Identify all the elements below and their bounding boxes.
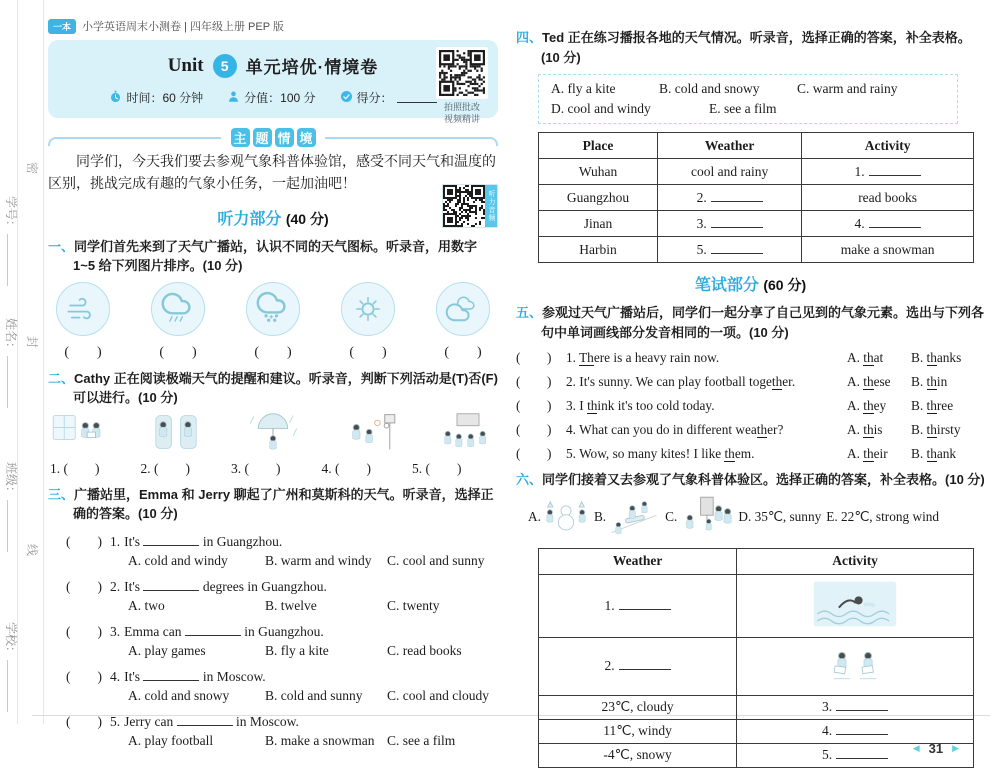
kids-sitting-seats-picture <box>148 411 204 455</box>
picture-choice: A. <box>528 494 589 540</box>
photo-correct-qr <box>436 47 488 125</box>
qr-caption: 视频精讲 <box>443 113 480 124</box>
table-header: Activity <box>737 548 974 574</box>
wind-icon <box>56 282 110 336</box>
picture-choice: C. <box>665 494 733 540</box>
choice-question <box>48 575 498 614</box>
table-row <box>539 695 974 719</box>
question-number: 三、 <box>48 486 75 502</box>
question-stem: ( ) 3. Emma can in Guangzhou. <box>66 623 324 639</box>
table-cell: 4. <box>802 211 974 237</box>
unit-header-card <box>48 40 498 124</box>
seal-char: 密 <box>25 162 39 175</box>
question-text: 同学们接着又去参观了气象科普体验区。选择正确的答案，补全表格。(10 分) <box>542 472 985 487</box>
phonics-question-list <box>516 347 985 462</box>
question-5 <box>516 303 985 462</box>
table-cell: 4. <box>737 719 974 743</box>
answer-slot: 2. ( ) <box>140 460 190 476</box>
text-choice: D. 35℃, sunny <box>738 508 822 524</box>
table-cell <box>737 574 974 637</box>
timer-icon <box>109 90 122 106</box>
question-number: 一、 <box>48 238 75 254</box>
next-page-icon: ▶ <box>952 742 959 753</box>
theme-badge-char: 情 <box>275 128 294 147</box>
page-navigator <box>913 741 959 756</box>
answer-slot: ( ) <box>516 446 552 461</box>
meta-item: 得分： <box>340 89 437 106</box>
margin-field: 姓名： <box>3 318 20 408</box>
seal-line-right <box>43 0 44 724</box>
option-bank-row <box>551 101 945 117</box>
table-row <box>539 237 974 263</box>
option-item: B. warm and windy <box>265 552 372 568</box>
option-item: C. see a film <box>387 732 456 748</box>
phonics-question <box>516 443 985 462</box>
option-item: A. fly a kite <box>551 81 616 96</box>
unit-number-badge: 5 <box>213 54 237 78</box>
question-number: 二、 <box>48 370 75 386</box>
listening-qr-tab: 听力音频 <box>485 185 497 227</box>
score-icon <box>227 90 240 106</box>
question-1 <box>48 237 498 361</box>
theme-badge <box>229 128 317 147</box>
weather-item <box>434 282 492 361</box>
option-item: B. twelve <box>265 597 317 613</box>
question-number: 五、 <box>516 305 543 320</box>
sentence: 2. It's sunny. We can play football together. <box>566 374 796 389</box>
phonics-question <box>516 371 985 390</box>
question-4 <box>516 28 985 263</box>
banner-line-right <box>325 137 498 146</box>
unit-label: Unit <box>167 54 204 76</box>
seal-char: 封 <box>25 336 39 349</box>
theme-banner <box>48 128 498 147</box>
intro-text: 同学们，今天我们要去参观气象科普体验馆，感受不同天气和温度的区别，挑战完成有趣的气象小任务，一起加油吧！ <box>48 155 496 193</box>
answer-slot: ( ) <box>159 344 197 360</box>
table-row <box>539 574 974 637</box>
answer-slot: ( ) <box>66 623 102 639</box>
margin-field: 学校： <box>3 622 20 712</box>
sledding-picture <box>608 496 660 538</box>
snow-icon <box>246 282 300 336</box>
phonics-question <box>516 419 985 438</box>
table-cell: -4℃, snowy <box>539 743 737 767</box>
activity-picture-row <box>48 411 498 455</box>
table-cell: 23℃, cloudy <box>539 695 737 719</box>
kids-reading-picture <box>824 641 886 687</box>
page-number: 31 <box>928 740 944 756</box>
activity-table-wrap <box>516 548 985 768</box>
option-item: E. see a film <box>709 101 777 116</box>
answer-slot-row <box>48 457 498 477</box>
question-text: Cathy 正在阅读极端天气的提醒和建议。听录音，判断下列活动是(T)否(F)可以进行。(10 分) <box>73 370 498 406</box>
cloud-icon <box>436 282 490 336</box>
qr-caption: 拍照批改 <box>443 102 480 112</box>
option-row <box>48 643 498 659</box>
answer-slot: ( ) <box>516 374 552 389</box>
option-item: C. cool and sunny <box>387 552 485 568</box>
option-item: A. cold and snowy <box>128 687 230 703</box>
option-row <box>48 553 498 569</box>
option-row <box>48 733 498 749</box>
option-bank-box <box>538 74 958 124</box>
table-cell <box>737 637 974 695</box>
option-item: C. twenty <box>387 597 440 613</box>
option-item: A. their <box>847 446 888 461</box>
answer-slot: ( ) <box>349 344 387 360</box>
playing-basketball-picture <box>343 411 399 455</box>
answer-slot: 4. ( ) <box>321 460 371 476</box>
question-text: 广播站里，Emma 和 Jerry 聊起了广州和莫斯科的天气。听录音，选择正确的答案。(10 分) <box>73 486 494 522</box>
option-item: A. two <box>128 597 165 613</box>
option-item: A. these <box>847 374 891 389</box>
option-item: B. cold and snowy <box>659 81 760 96</box>
weather-item <box>54 282 112 361</box>
choice-question-list <box>48 530 498 749</box>
left-column <box>48 18 498 749</box>
phonics-question <box>516 347 985 366</box>
option-item: A. play games <box>128 642 206 658</box>
answer-slot: ( ) <box>254 344 292 360</box>
question-text: 同学们首先来到了天气广播站，认识不同的天气图标。听录音，用数字 1~5 给下列图片排序。(10 分) <box>73 238 478 274</box>
answer-slot: 3. ( ) <box>231 460 281 476</box>
paper-meta <box>62 89 484 106</box>
phonics-question <box>516 395 985 414</box>
question-number: 六、 <box>516 472 543 487</box>
margin-field: 班级： <box>3 462 20 552</box>
answer-table <box>538 132 974 263</box>
choice-question <box>48 530 498 569</box>
option-item: C. cool and cloudy <box>387 687 489 703</box>
question-number: 四、 <box>516 30 543 45</box>
table-cell: Jinan <box>539 211 658 237</box>
option-item: B. cold and sunny <box>265 687 363 703</box>
option-row <box>48 598 498 614</box>
question-2 <box>48 369 498 477</box>
picture-choice: B. <box>594 496 660 538</box>
paper-title: 单元培优·情境卷 <box>245 58 379 77</box>
written-title: 笔试部分 <box>694 277 759 294</box>
table-cell: 11℃, windy <box>539 719 737 743</box>
option-item: B. thirsty <box>911 422 961 437</box>
question-3 <box>48 485 498 749</box>
table-cell: make a snowman <box>802 237 974 263</box>
option-item: A. this <box>847 422 883 437</box>
weather-item <box>339 282 397 361</box>
qr-code <box>443 185 485 227</box>
choice-question <box>48 710 498 749</box>
table-header: Weather <box>658 133 802 159</box>
answer-slot: 1. ( ) <box>50 460 100 476</box>
table-row <box>539 185 974 211</box>
answer-table <box>538 548 974 768</box>
sentence: 1. There is a heavy rain now. <box>566 350 720 365</box>
table-cell: 2. <box>658 185 802 211</box>
answer-slot: ( ) <box>64 344 102 360</box>
points-icon <box>340 90 353 106</box>
option-item: B. three <box>911 398 954 413</box>
question-stem: ( ) 5. Jerry can in Moscow. <box>66 713 299 729</box>
answer-slot: ( ) <box>66 578 102 594</box>
sun-icon <box>341 282 395 336</box>
margin-field: 学号： <box>3 196 20 286</box>
question-stem: ( ) 2. It's degrees in Guangzhou. <box>66 578 327 594</box>
header-line: 小学英语周末小测卷 | 四年级上册 PEP 版 <box>82 21 284 33</box>
kids-reading-window-picture <box>50 411 106 455</box>
table-cell: read books <box>802 185 974 211</box>
sentence: 3. I think it's too cold today. <box>566 398 715 413</box>
question-text: 参观过天气广播站后，同学们一起分享了自己见到的气象元素。选出与下列各句中单词画线部分发音相同的一项。(10 分) <box>541 305 985 340</box>
table-row <box>539 159 974 185</box>
choice-question <box>48 665 498 704</box>
listening-score: (40 分) <box>285 210 329 227</box>
answer-slot: ( ) <box>444 344 482 360</box>
meta-item: 分值：100 分 <box>227 89 315 106</box>
option-item: B. fly a kite <box>265 642 329 658</box>
answer-slot: ( ) <box>66 713 102 729</box>
table-header: Activity <box>802 133 974 159</box>
table-header: Place <box>539 133 658 159</box>
qr-code <box>436 47 488 99</box>
family-outing-picture <box>679 494 733 540</box>
choice-question <box>48 620 498 659</box>
table-cell: 2. <box>539 637 737 695</box>
option-item: D. cool and windy <box>551 101 651 116</box>
page-header <box>48 18 498 34</box>
table-row <box>539 743 974 767</box>
option-item: A. that <box>847 350 884 365</box>
option-item: C. read books <box>387 642 462 658</box>
table-row <box>539 637 974 695</box>
answer-slot: 5. ( ) <box>412 460 462 476</box>
weather-item <box>149 282 207 361</box>
table-cell: 5. <box>737 743 974 767</box>
option-item: B. thank <box>911 446 957 461</box>
option-item: B. thin <box>911 374 948 389</box>
listening-qr <box>442 184 498 228</box>
question-6 <box>516 470 985 768</box>
weather-icon-row <box>48 282 498 361</box>
table-header: Weather <box>539 548 737 574</box>
option-item: B. thanks <box>911 350 962 365</box>
rain-icon <box>151 282 205 336</box>
written-score: (60 分) <box>763 277 807 293</box>
listening-title: 听力部分 <box>217 210 282 228</box>
answer-slot: ( ) <box>516 350 552 365</box>
weather-item <box>244 282 302 361</box>
right-column <box>516 28 985 768</box>
brand-badge: 一本 <box>48 19 76 34</box>
written-section-head <box>516 272 985 295</box>
table-cell: 3. <box>737 695 974 719</box>
question-stem: ( ) 4. It's in Moscow. <box>66 668 266 684</box>
option-item: A. they <box>847 398 887 413</box>
classroom-activity-picture <box>440 411 496 455</box>
swimming-picture <box>811 578 899 630</box>
seal-char: 线 <box>25 544 39 557</box>
option-item: A. play football <box>128 732 214 748</box>
theme-badge-char: 主 <box>231 128 250 147</box>
theme-badge-char: 题 <box>253 128 272 147</box>
question-stem: ( ) 1. It's in Guangzhou. <box>66 533 283 549</box>
sentence: 4. What can you do in different weather? <box>566 422 784 437</box>
text-choice: E. 22℃, strong wind <box>826 508 940 524</box>
table-row <box>539 719 974 743</box>
option-item: B. make a snowman <box>265 732 375 748</box>
question-text: Ted 正在练习播报各地的天气情况。听录音，选择正确的答案，补全表格。(10 分) <box>541 30 971 65</box>
option-row <box>48 688 498 704</box>
table-cell: Wuhan <box>539 159 658 185</box>
weather-table-wrap <box>516 132 985 263</box>
table-cell: cool and rainy <box>658 159 802 185</box>
answer-slot: ( ) <box>516 398 552 413</box>
option-item: C. warm and rainy <box>797 81 898 96</box>
answer-slot: ( ) <box>66 668 102 684</box>
prev-page-icon: ◀ <box>912 742 920 753</box>
option-item: A. cold and windy <box>128 552 228 568</box>
table-cell: 1. <box>539 574 737 637</box>
option-bank-row <box>551 81 945 97</box>
table-row <box>539 211 974 237</box>
answer-slot: ( ) <box>516 422 552 437</box>
table-cell: 3. <box>658 211 802 237</box>
table-cell: Guangzhou <box>539 185 658 211</box>
meta-item: 时间：60 分钟 <box>109 89 203 106</box>
table-cell: 1. <box>802 159 974 185</box>
sentence: 5. Wow, so many kites! I like them. <box>566 446 755 461</box>
answer-slot: ( ) <box>66 533 102 549</box>
theme-badge-char: 境 <box>297 128 316 147</box>
listening-section-head <box>48 189 498 229</box>
make-snowman-picture <box>543 494 589 540</box>
table-cell: 5. <box>658 237 802 263</box>
picture-choice-row <box>516 494 985 540</box>
umbrella-storm-picture <box>245 411 301 455</box>
banner-line-left <box>48 137 221 146</box>
table-cell: Harbin <box>539 237 658 263</box>
